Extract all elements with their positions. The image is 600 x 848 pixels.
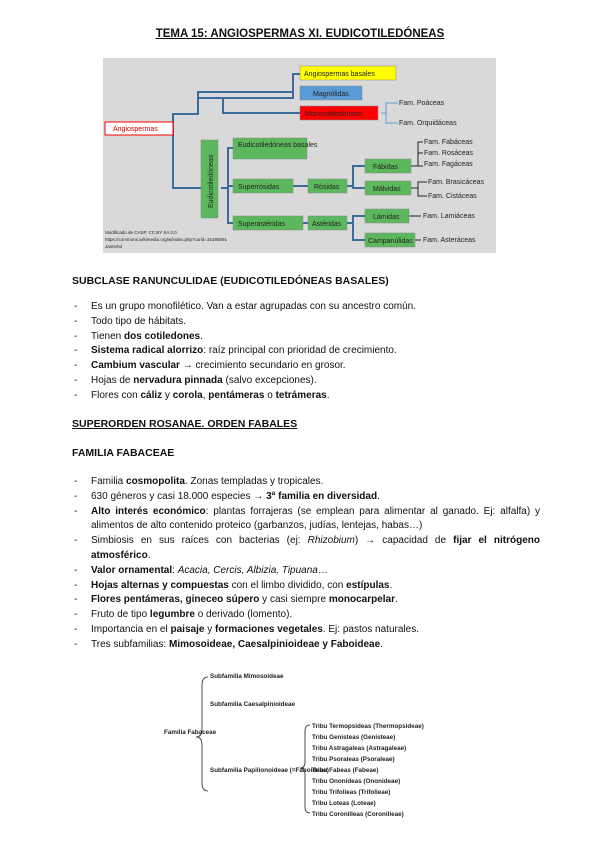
section1-list [72,300,540,404]
credit-line-2: https://commons.wikimedia.org/w/index.php?curid=15195891 [105,237,227,242]
basal-angiosperms-label: Angiospermas basales [304,71,375,78]
fabaceae-classification-tree [150,665,480,825]
superrosidas-label: Superrósidas [238,184,280,191]
page-title: TEMA 15: ANGIOSPERMAS XI. EUDICOTILEDÓNEAS [155,28,445,40]
fabidas-label: Fábidas [373,164,398,171]
eudicot-basal-label: Eudicotiledóneas basales [238,142,318,149]
subfamily-papilionoideae: Subfamilia Papilionoideae (=Faboideae) [210,767,329,774]
credit-line-3: Jaimehd [105,244,123,249]
list-item: - Alto interés económico: plantas forrajeras (se emplean para alimentar al ganado. Ej: alfalfa) y alimentos de alto contenido proteico (garbanzos, judías, lentejas, habas…) [72,505,540,535]
subfamily-mimosoideae: Subfamilia Mimosoideae [210,673,284,680]
monocot-label: Monocotiledóneas [305,111,362,118]
tribe-item: Tribu Astragaleas (Astragaleae) [312,745,407,752]
section2-list [72,475,540,653]
credit-line-1: Modificado de CASP, CC BY SA 3.0 [105,230,177,235]
fam-cistaceas-label: Fam. Cistáceas [428,193,477,200]
list-item: - Tres subfamilias: Mimosoideae, Caesalpinioideae y Faboideae. [72,638,540,653]
tribe-item: Tribu Genisteas (Genisteae) [312,734,396,741]
list-item: - Simbiosis en sus raíces con bacterias (ej: Rhizobium) → capacidad de fijar el nitrógeno atmosférico. [72,534,540,564]
list-item: - Flores pentámeras, gineceo súpero y casi siempre monocarpelar. [72,593,540,608]
fam-rosaceas-label: Fam. Rosáceas [424,150,474,157]
list-item: - Hojas de nervadura pinnada (salvo excepciones). [72,374,540,389]
list-item: - Cambium vascular → crecimiento secundario en grosor. [72,359,540,374]
family-label: Familia Fabaceae [164,729,217,736]
section2-heading: SUPERORDEN ROSANAE. ORDEN FABALES [72,418,298,430]
list-item: - Flores con cáliz y corola, pentámeras o tetrámeras. [72,389,540,404]
tribe-item: Tribu Trifolieas (Trifolieae) [312,789,391,796]
list-item: - Hojas alternas y compuestas con el limbo dividido, con estípulas. [72,579,540,594]
tribe-item: Tribu Ononideas (Ononideae) [312,778,401,785]
tribe-item: Tribu Fabeas (Fabeae) [312,767,379,774]
tribe-item: Tribu Coronilleas (Coronilleae) [312,811,404,818]
list-item: - Tienen dos cotiledones. [72,330,540,345]
fam-fagaceas-label: Fam. Fagáceas [424,161,473,168]
subfamily-caesalpinioideae: Subfamilia Caesalpinioideae [210,701,296,708]
fam-lamiaceas-label: Fam. Lamiáceas [423,213,475,220]
list-item: - Sistema radical alorrizo: raíz principal con prioridad de crecimiento. [72,344,540,359]
phylogeny-tree-svg [103,58,496,253]
list-item: - Fruto de tipo legumbre o derivado (lomento). [72,608,540,623]
list-item: - Importancia en el paisaje y formaciones vegetales. Ej: pastos naturales. [72,623,540,638]
tribe-item: Tribu Termopsideas (Thermopsideae) [312,723,424,730]
section2-subheading: FAMILIA FABACEAE [72,447,175,459]
list-item: - Familia cosmopolita. Zonas templadas y tropicales. [72,475,540,490]
tribe-item: Tribu Loteas (Loteae) [312,800,376,807]
superasteridas-label: Superastéridas [238,221,286,228]
rosidas-label: Rósidas [314,184,340,191]
phylogeny-diagram [103,58,496,253]
fam-fabaceas-label: Fam. Fabáceas [424,139,473,146]
fam-brasicaceas-label: Fam. Brasicáceas [428,179,485,186]
angiospermas-label: Angiospermas [113,126,158,133]
campanulidas-label: Campanúlidas [368,238,413,245]
fam-asteraceas-label: Fam. Asteráceas [423,237,476,244]
malvidas-label: Málvidas [373,186,401,193]
list-item: - Valor ornamental: Acacia, Cercis, Albizia, Tipuana… [72,564,540,579]
fam-orquidaceas-label: Fam. Orquidáceas [399,120,457,127]
tribe-item: Tribu Psoraleas (Psoraleae) [312,756,395,763]
fam-poaceas-label: Fam. Poáceas [399,100,445,107]
magnolidas-label: Magnólidas [313,91,349,98]
section1-heading: SUBCLASE RANUNCULIDAE (EUDICOTILEDÓNEAS BASALES) [72,275,389,287]
lamidas-label: Lámidas [373,214,400,221]
list-item: - Todo tipo de hábitats. [72,315,540,330]
list-item: - Es un grupo monofilético. Van a estar agrupadas con su ancestro común. [72,300,540,315]
list-item: - 630 géneros y casi 18.000 especies → 3ª familia en diversidad. [72,490,540,505]
eudicot-label: Eudicotiledóneas [208,154,215,208]
asteridas-label: Astéridas [312,221,342,228]
